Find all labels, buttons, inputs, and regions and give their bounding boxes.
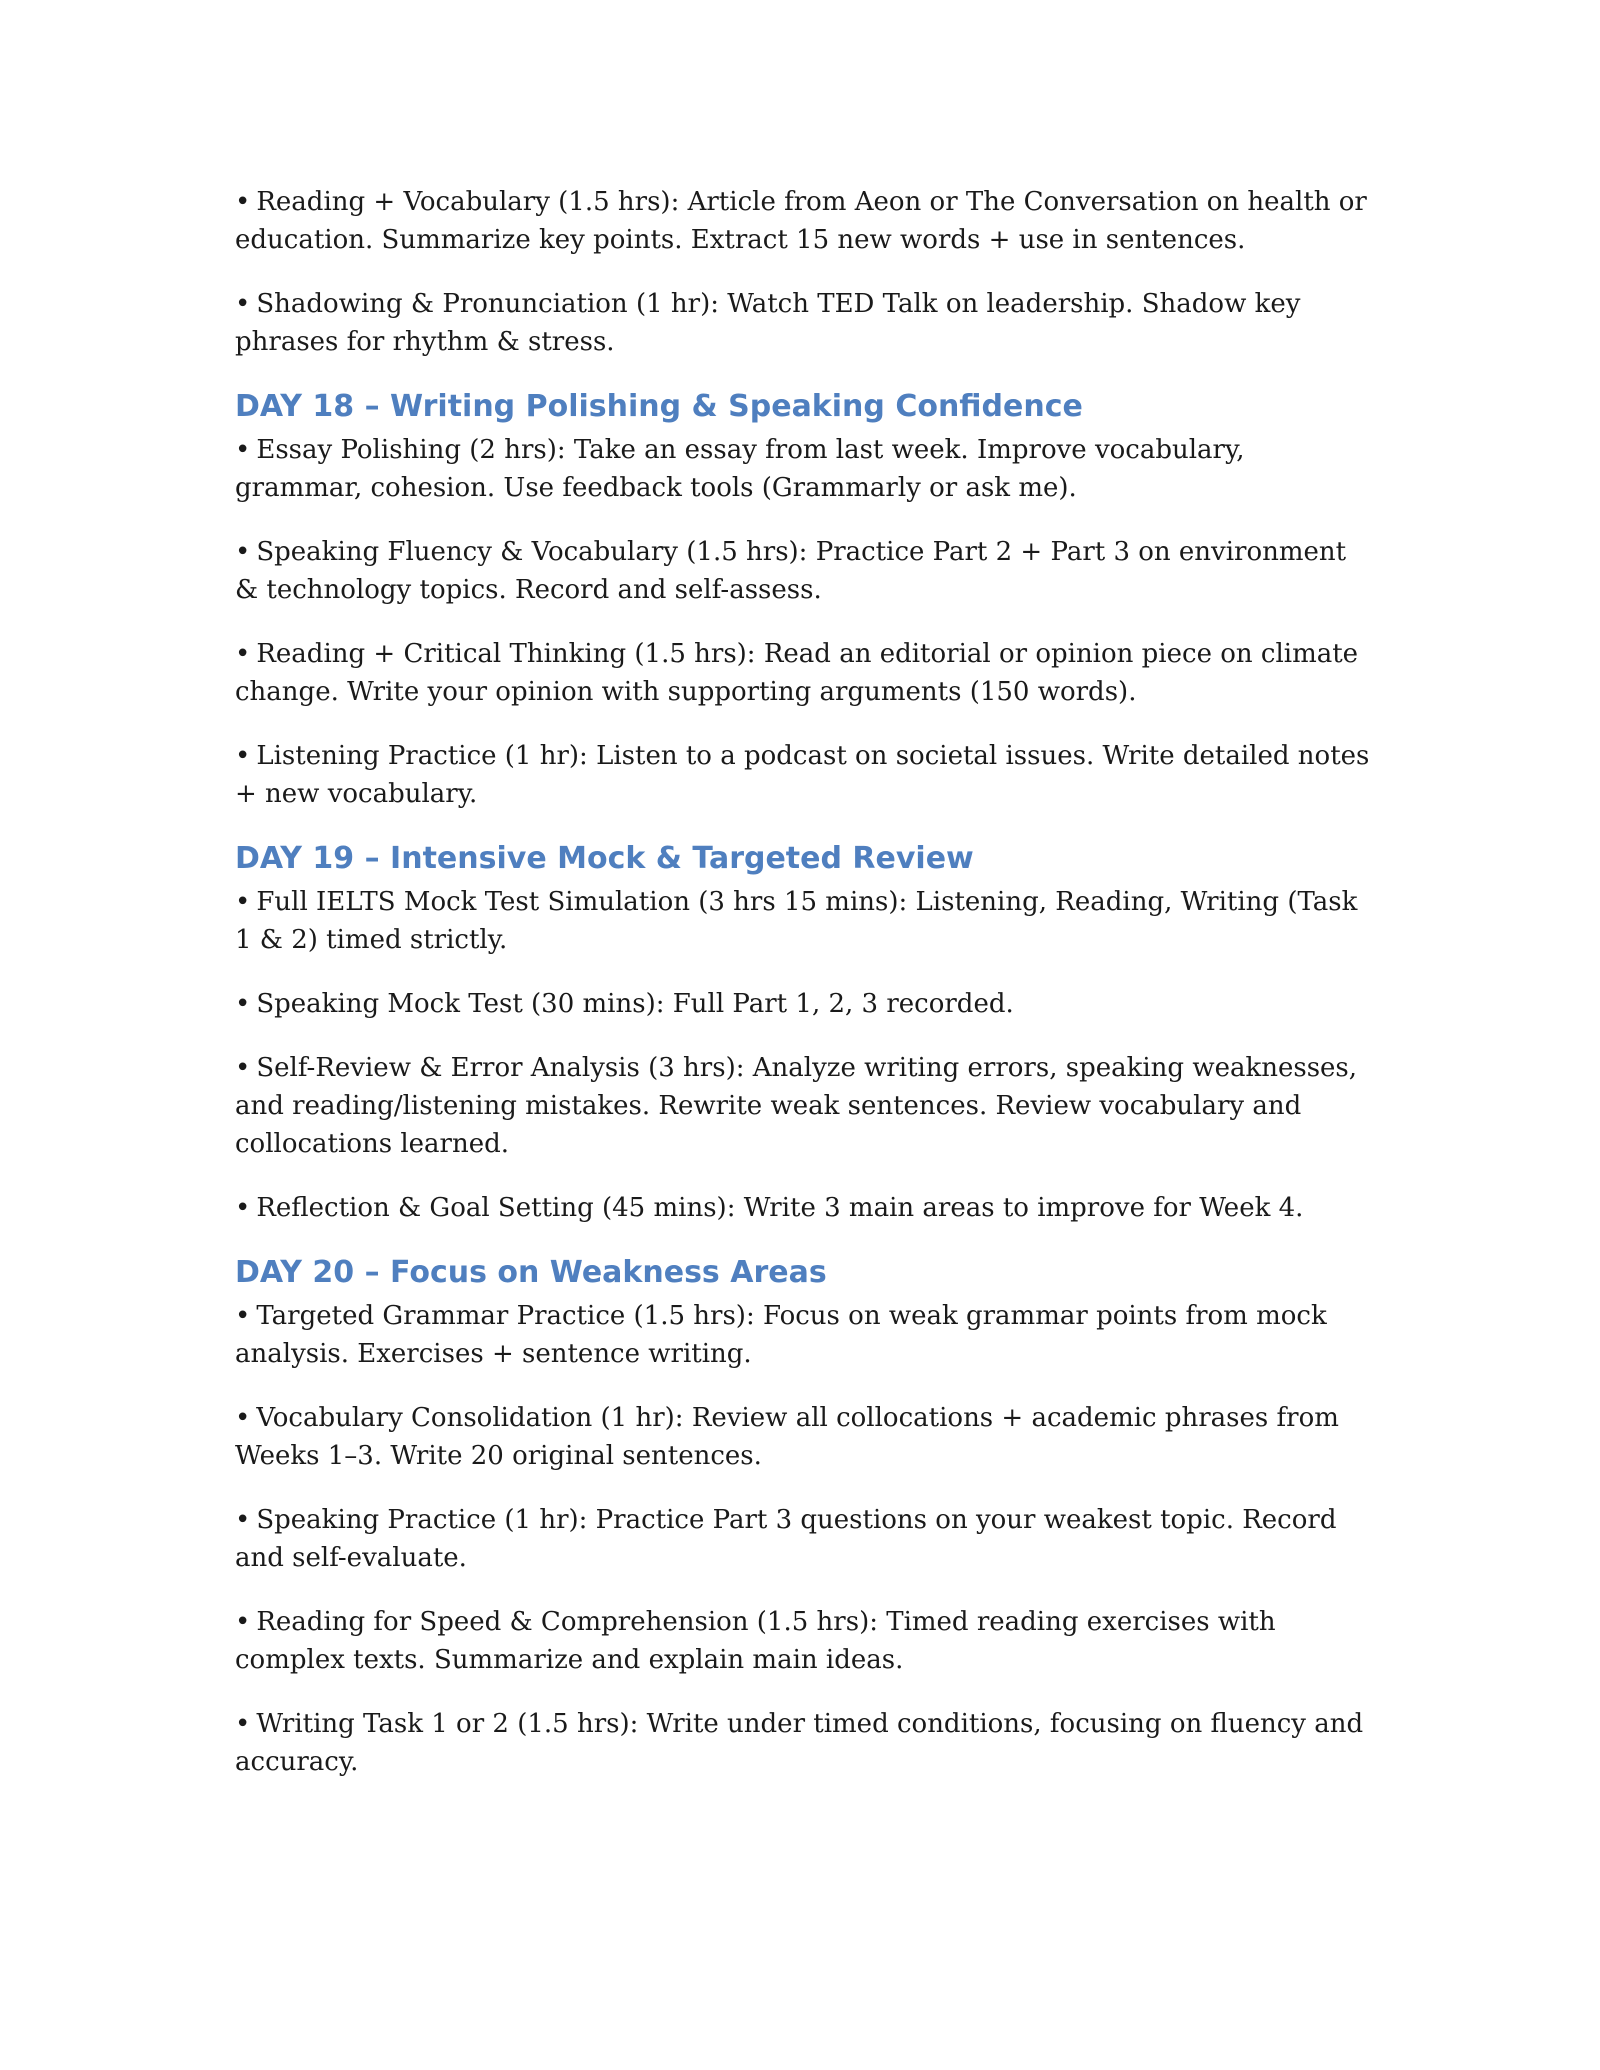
item-text: Reading for Speed & Comprehension (1.5 hrs): Timed reading exercises with complex texts. Summarize and explain main ideas. <box>235 1607 1276 1675</box>
bullet-icon: • <box>235 435 251 465</box>
list-item <box>235 431 1375 507</box>
list-item <box>235 533 1375 609</box>
item-text: Reading + Critical Thinking (1.5 hrs): Read an editorial or opinion piece on climate change. Write your opinion with supporting arguments (150 words). <box>235 639 1359 707</box>
document-page <box>235 183 1375 1807</box>
list-item <box>235 1603 1375 1679</box>
list-item <box>235 1297 1375 1373</box>
bullet-icon: • <box>235 537 251 567</box>
item-text: Targeted Grammar Practice (1.5 hrs): Focus on weak grammar points from mock analysis. Exercises + sentence writing. <box>235 1301 1327 1369</box>
list-item <box>235 985 1375 1023</box>
bullet-icon: • <box>235 1053 251 1083</box>
item-text: Self-Review & Error Analysis (3 hrs): Analyze writing errors, speaking weaknesses, and reading/listening mistakes. Rewrite weak sentences. Review vocabulary and collocations learned. <box>235 1053 1358 1159</box>
item-text: Writing Task 1 or 2 (1.5 hrs): Write under timed conditions, focusing on fluency and accuracy. <box>235 1709 1364 1777</box>
bullet-icon: • <box>235 639 251 669</box>
item-text: Listening Practice (1 hr): Listen to a podcast on societal issues. Write detailed notes + new vocabulary. <box>235 741 1370 809</box>
bullet-icon: • <box>235 1505 251 1535</box>
day-heading: DAY 18 – Writing Polishing & Speaking Confidence <box>235 389 1083 424</box>
list-item <box>235 883 1375 959</box>
day-heading: DAY 19 – Intensive Mock & Targeted Review <box>235 841 974 876</box>
list-item <box>235 1501 1375 1577</box>
item-text: Essay Polishing (2 hrs): Take an essay from last week. Improve vocabulary, grammar, cohesion. Use feedback tools (Grammarly or ask me). <box>235 435 1245 503</box>
item-text: Reading + Vocabulary (1.5 hrs): Article from Aeon or The Conversation on health or education. Summarize key points. Extract 15 new words + use in sentences. <box>235 187 1367 255</box>
item-text: Reflection & Goal Setting (45 mins): Write 3 main areas to improve for Week 4. <box>256 1193 1304 1223</box>
item-text: Speaking Practice (1 hr): Practice Part 3 questions on your weakest topic. Record and self-evaluate. <box>235 1505 1337 1573</box>
list-item <box>235 183 1375 259</box>
bullet-icon: • <box>235 1301 251 1331</box>
bullet-icon: • <box>235 289 251 319</box>
bullet-icon: • <box>235 1403 251 1433</box>
day-19-section <box>235 839 1375 1227</box>
list-item <box>235 285 1375 361</box>
bullet-icon: • <box>235 1607 251 1637</box>
list-item <box>235 1189 1375 1227</box>
list-item <box>235 1705 1375 1781</box>
intro-items <box>235 183 1375 361</box>
item-text: Vocabulary Consolidation (1 hr): Review all collocations + academic phrases from Weeks 1–3. Write 20 original sentences. <box>235 1403 1339 1471</box>
list-item <box>235 737 1375 813</box>
bullet-icon: • <box>235 1193 251 1223</box>
bullet-icon: • <box>235 187 251 217</box>
day-18-section <box>235 387 1375 813</box>
bullet-icon: • <box>235 1709 251 1739</box>
bullet-icon: • <box>235 741 251 771</box>
item-text: Speaking Fluency & Vocabulary (1.5 hrs): Practice Part 2 + Part 3 on environment & technology topics. Record and self-assess. <box>235 537 1347 605</box>
item-text: Full IELTS Mock Test Simulation (3 hrs 15 mins): Listening, Reading, Writing (Task 1 & 2) timed strictly. <box>235 887 1358 955</box>
day-20-section <box>235 1253 1375 1781</box>
list-item <box>235 1049 1375 1163</box>
bullet-icon: • <box>235 887 251 917</box>
item-text: Speaking Mock Test (30 mins): Full Part 1, 2, 3 recorded. <box>256 989 1014 1019</box>
bullet-icon: • <box>235 989 251 1019</box>
list-item <box>235 1399 1375 1475</box>
day-heading: DAY 20 – Focus on Weakness Areas <box>235 1255 827 1290</box>
list-item <box>235 635 1375 711</box>
item-text: Shadowing & Pronunciation (1 hr): Watch TED Talk on leadership. Shadow key phrases for rhythm & stress. <box>235 289 1301 357</box>
